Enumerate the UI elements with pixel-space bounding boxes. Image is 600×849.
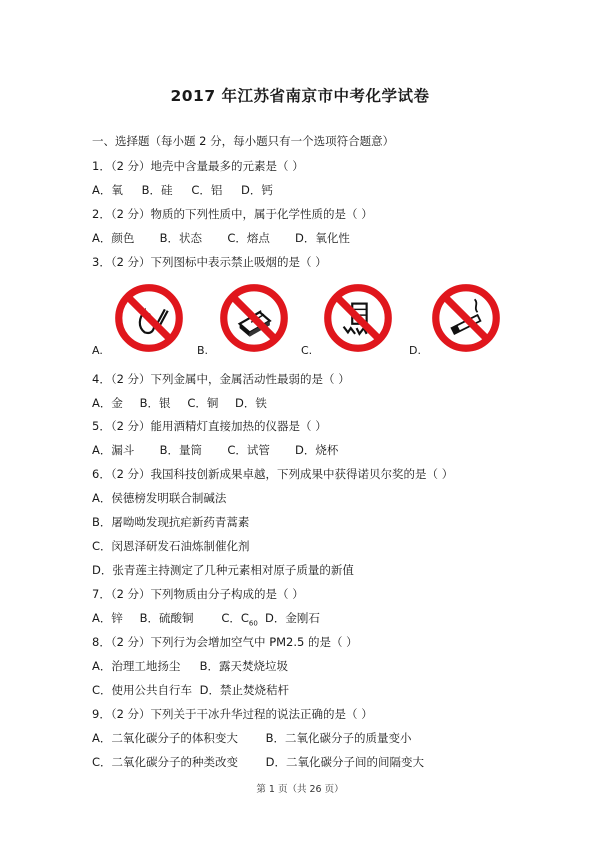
- section-heading: 一、选择题（每小题 2 分，每小题只有一个选项符合题意）: [92, 134, 395, 148]
- question-4-options: [92, 395, 267, 411]
- question-5-stem: 5．（2 分）能用酒精灯直接加热的仪器是（ ）: [92, 419, 327, 433]
- question-6-option-c: C．闵恩泽研发石油炼制催化剂: [92, 539, 250, 553]
- no-matches-sign-icon: [218, 282, 290, 354]
- option: C．C: [221, 611, 249, 625]
- option: B．硅: [141, 183, 173, 197]
- option: B．硫酸铜: [139, 611, 194, 625]
- option: B．银: [139, 396, 171, 410]
- option: A．治理工地扬尘: [92, 659, 181, 673]
- option-a-label: A.: [92, 344, 103, 357]
- question-9-options-row1: [92, 730, 412, 746]
- option: D．禁止焚烧秸杆: [199, 683, 290, 697]
- option-b-label: B.: [197, 344, 209, 357]
- no-fire-sign-icon: [113, 282, 185, 354]
- option: D．金刚石: [264, 611, 320, 625]
- option: A．金: [92, 396, 123, 410]
- question-9-options-row2: [92, 754, 424, 770]
- question-2-options: [92, 230, 350, 246]
- option: A．锌: [92, 611, 123, 625]
- question-3-stem: 3．（2 分）下列图标中表示禁止吸烟的是（ ）: [92, 255, 327, 269]
- question-6-option-d: D．张青莲主持测定了几种元素相对原子质量的新值: [92, 563, 354, 577]
- option: C．试管: [227, 443, 270, 457]
- question-4-stem: 4．（2 分）下列金属中，金属活动性最弱的是（ ）: [92, 372, 350, 386]
- option: A．二氧化碳分子的体积变大: [92, 731, 238, 745]
- option: B．状态: [159, 231, 203, 245]
- question-6-option-a: A．侯德榜发明联合制碱法: [92, 491, 227, 505]
- question-2-stem: 2．（2 分）物质的下列性质中，属于化学性质的是（ ）: [92, 207, 373, 221]
- page-footer: 第 1 页（共 26 页）: [256, 784, 344, 795]
- option-c-formula: [221, 610, 261, 631]
- question-6-option-b: B．屠呦呦发现抗疟新药青蒿素: [92, 515, 250, 529]
- subscript: 60: [248, 619, 258, 628]
- question-7-options: [92, 610, 320, 631]
- option: D．铁: [234, 396, 267, 410]
- question-9-stem: 9．（2 分）下列关于干冰升华过程的说法正确的是（ ）: [92, 707, 373, 721]
- option: A．漏斗: [92, 443, 135, 457]
- page-title: 2017 年江苏省南京市中考化学试卷: [170, 87, 430, 105]
- option: D．烧杯: [294, 443, 339, 457]
- question-7-stem: 7．（2 分）下列物质由分子构成的是（ ）: [92, 587, 304, 601]
- no-fireworks-sign-icon: [322, 282, 394, 354]
- option-c-label: C.: [301, 344, 313, 357]
- option: D．氧化性: [294, 231, 350, 245]
- option: D．钙: [240, 183, 273, 197]
- question-5-options: [92, 442, 338, 458]
- option: D．二氧化碳分子间的间隔变大: [265, 755, 425, 769]
- option: A．颜色: [92, 231, 135, 245]
- question-8-stem: 8．（2 分）下列行为会增加空气中 PM2.5 的是（ ）: [92, 635, 358, 649]
- option: C．铝: [191, 183, 223, 197]
- question-1-options: [92, 182, 273, 198]
- option: B．量筒: [159, 443, 203, 457]
- option: B．二氧化碳分子的质量变小: [265, 731, 412, 745]
- option: A．氧: [92, 183, 123, 197]
- question-8-options-row1: [92, 658, 288, 674]
- option: B．露天焚烧垃圾: [199, 659, 289, 673]
- option: C．二氧化碳分子的种类改变: [92, 755, 239, 769]
- question-8-options-row2: [92, 682, 289, 698]
- option: C．使用公共自行车: [92, 683, 193, 697]
- option: C．铜: [187, 396, 219, 410]
- option-d-label: D.: [409, 344, 421, 357]
- no-smoking-sign-icon: [430, 282, 502, 354]
- question-1-stem: 1．（2 分）地壳中含量最多的元素是（ ）: [92, 159, 304, 173]
- question-6-stem: 6．（2 分）我国科技创新成果卓越，下列成果中获得诺贝尔奖的是（ ）: [92, 467, 454, 481]
- option: C．熔点: [227, 231, 270, 245]
